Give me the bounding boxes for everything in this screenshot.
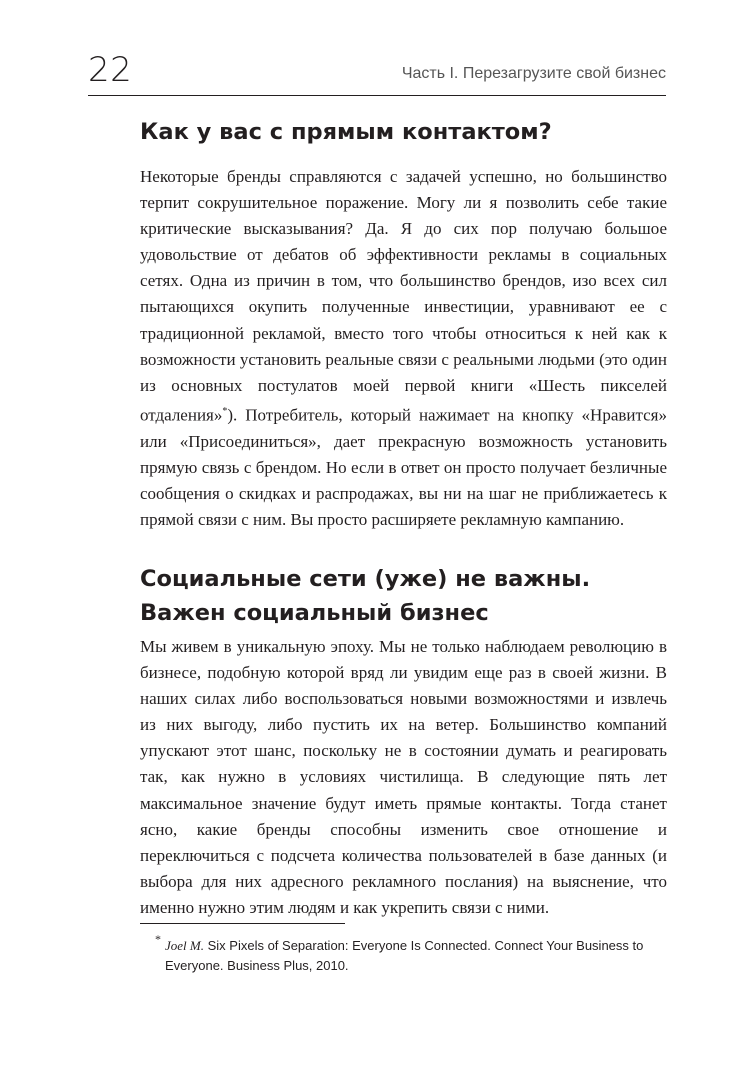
footnote-marker: * (155, 932, 161, 946)
footnote (165, 936, 670, 976)
footnote-reference[interactable]: * (222, 405, 228, 417)
running-head: Часть I. Перезагрузите свой бизнес (401, 65, 666, 82)
paragraph-text: Некоторые бренды справляются с задачей успешно, но большинство терпит сокрушительное поражение. Могу ли я позволить себе такие критические высказывания? Да. Я до сих пор получаю большое удовольствие от дебатов об эффективности рекламы в социальных сетях. Одна из причин в том, что большинство брендов, изо всех сил пытающихся окупить полученные инвестиции, уравнивают ее с традиционной рекламой, вместо того чтобы относиться к ней как к возможности установить реальные связи с реальными людьми (это один из основных постулатов моей первой книги «Шесть пикселей отдаления» (140, 167, 667, 425)
footnote-author: Joel M. (165, 938, 204, 953)
paragraph-direct-contact (140, 164, 667, 533)
heading-line-1: Социальные сети (уже) не важны. (140, 566, 591, 592)
paragraph-text-continued: ). Потребитель, который нажимает на кнопку «Нравится» или «Присоединиться», дает прекрасную возможность установить прямую связь с брендом. Но если в ответ он просто получает безличные сообщения о скидках и распродажах, вы ни на шаг не приближаетесь к прямой связи с ним. Вы просто расширяете рекламную кампанию. (140, 405, 667, 529)
header-rule (88, 95, 666, 96)
footnote-rule (140, 923, 345, 924)
section-heading-social-business (140, 562, 590, 630)
footnote-text: Six Pixels of Separation: Everyone Is Connected. Connect Your Business to Everyone. Business Plus, 2010. (165, 938, 644, 973)
paragraph-social-business: Мы живем в уникальную эпоху. Мы не только наблюдаем революцию в бизнесе, подобную которой вряд ли увидим еще раз в своей жизни. В наших силах либо воспользоваться новыми возможностями и извлечь из них выгоду, либо пустить их на ветер. Большинство компаний упускают этот шанс, поскольку не в состоянии думать и реагировать так, как нужно в условиях чистилища. В следующие пять лет максимальное значение будут иметь прямые контакты. Тогда станет ясно, какие бренды способны изменить свое отношение и переключиться с подсчета количества пользователей в базе данных (и выбора для них адресного рекламного послания) на выяснение, что именно нужно этим людям и как укрепить связи с ними. (140, 637, 667, 917)
heading-line-2: Важен социальный бизнес (140, 600, 489, 626)
section-heading-direct-contact: Как у вас с прямым контактом? (140, 119, 552, 145)
page-number: 22 (88, 50, 133, 90)
